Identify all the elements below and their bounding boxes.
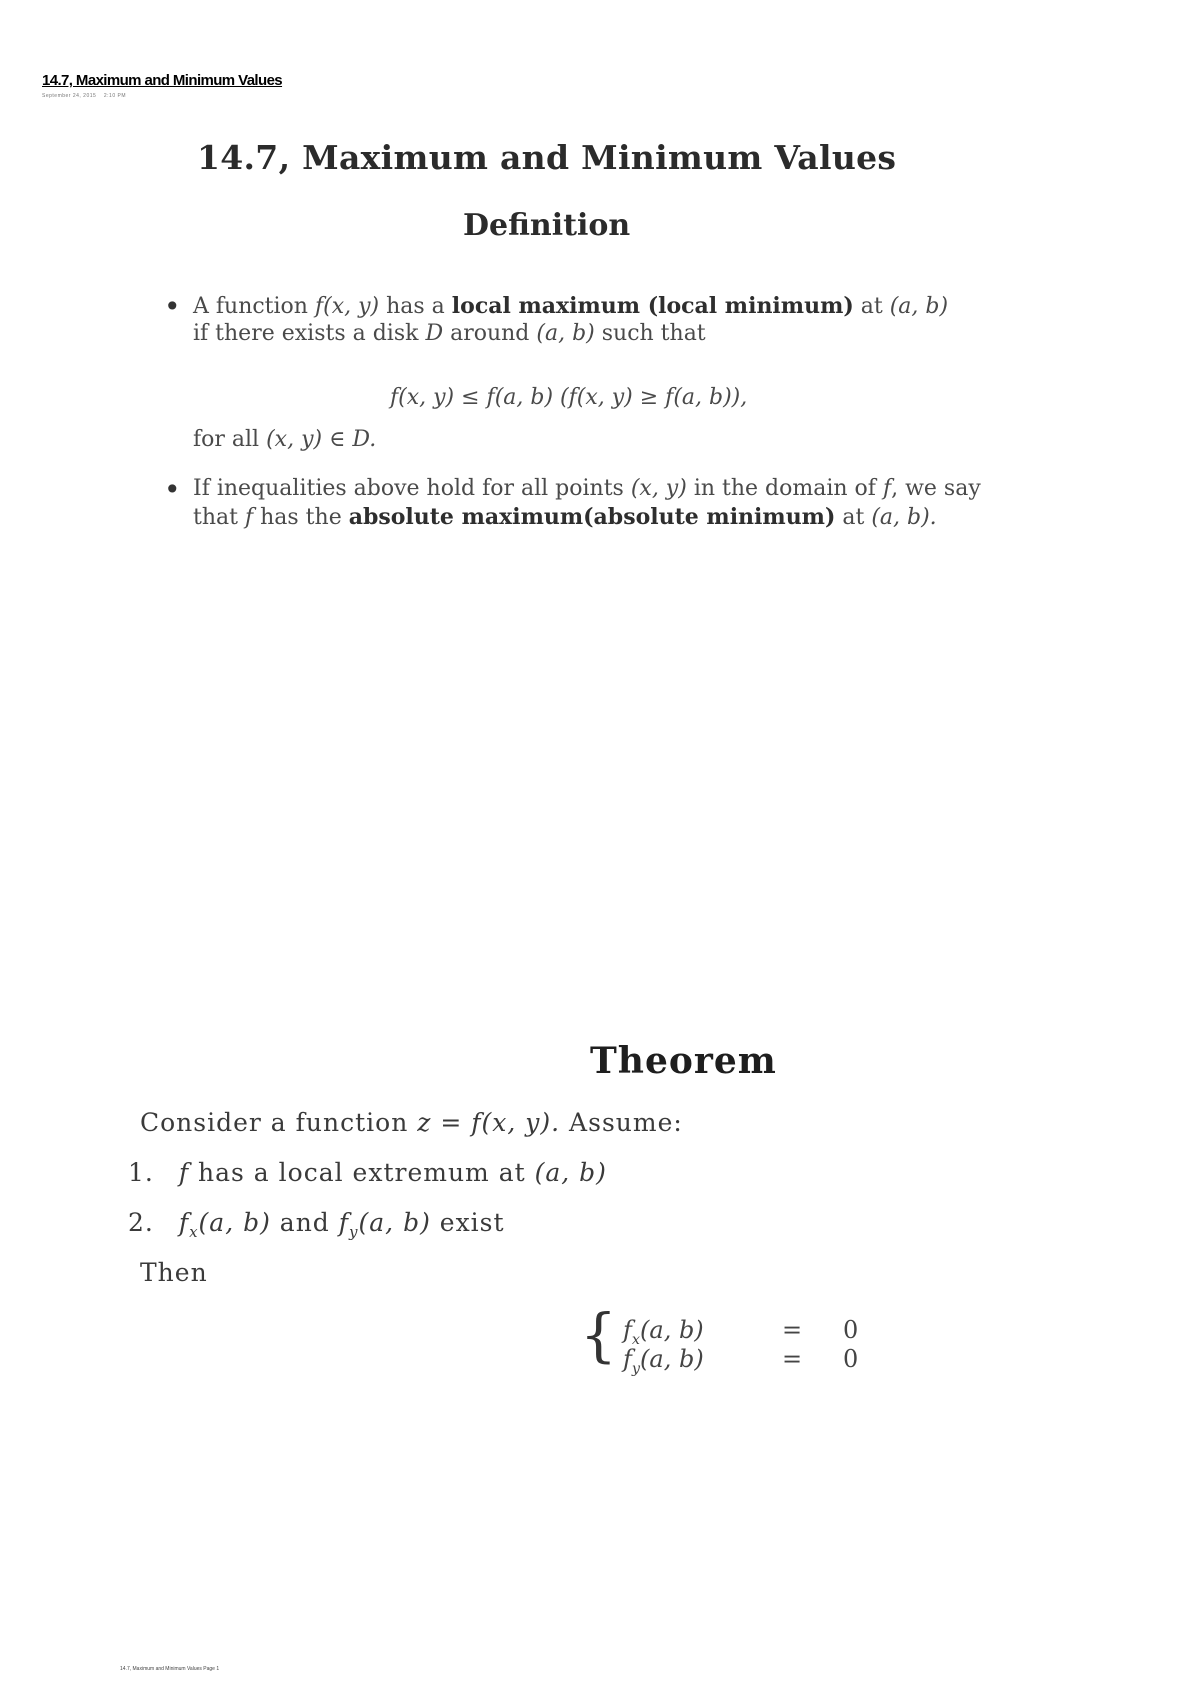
- definition-heading: Definition: [463, 208, 631, 243]
- for-all-clause: for all (x, y) ∈ D.: [193, 427, 377, 452]
- definition-bullet-2-line-1: If inequalities above hold for all points (x, y) in the domain of f, we say: [193, 476, 981, 501]
- zero-value: 0: [843, 1345, 859, 1373]
- system-row-fy: $f_y(a$, b): [623, 1345, 704, 1377]
- definition-bullet-1-line-1: A function f(x, y) has a local maximum (local minimum) at (a, b): [193, 293, 949, 319]
- definition-bullet-1-line-2: if there exists a disk D around (a, b) such that: [193, 321, 706, 346]
- local-extremum-inequality: f(x, y) ≤ f(a, b) (f(x, y) ≥ f(a, b)),: [390, 385, 748, 410]
- equals-sign: =: [782, 1345, 803, 1373]
- page-footer: 14.7, Maximum and Minimum Values Page 1: [120, 1666, 220, 1672]
- definition-bullet-2-line-2: that f has the absolute maximum(absolute minimum) at (a, b).: [193, 504, 937, 530]
- theorem-then: Then: [140, 1258, 208, 1287]
- left-brace: {: [580, 1301, 617, 1369]
- theorem-item-1: 1. f has a local extremum at (a, b): [128, 1158, 607, 1187]
- note-date: September 24, 2015 2:10 PM: [42, 93, 126, 99]
- document-title: 14.7, Maximum and Minimum Values: [197, 138, 897, 177]
- theorem-consider-line: Consider a function z = f(x, y). Assume:: [140, 1108, 683, 1137]
- bullet-dot: •: [164, 473, 181, 506]
- theorem-item-2: 2. $f_x(a$, b) and $f_y(a$, b) exist: [128, 1208, 505, 1241]
- zero-value: 0: [843, 1316, 859, 1344]
- bullet-dot: •: [164, 290, 181, 323]
- system-row-fx: $f_x(a$, b): [623, 1316, 704, 1348]
- theorem-heading: Theorem: [590, 1040, 777, 1082]
- note-title: 14.7, Maximum and Minimum Values: [42, 72, 283, 89]
- equals-sign: =: [782, 1316, 803, 1344]
